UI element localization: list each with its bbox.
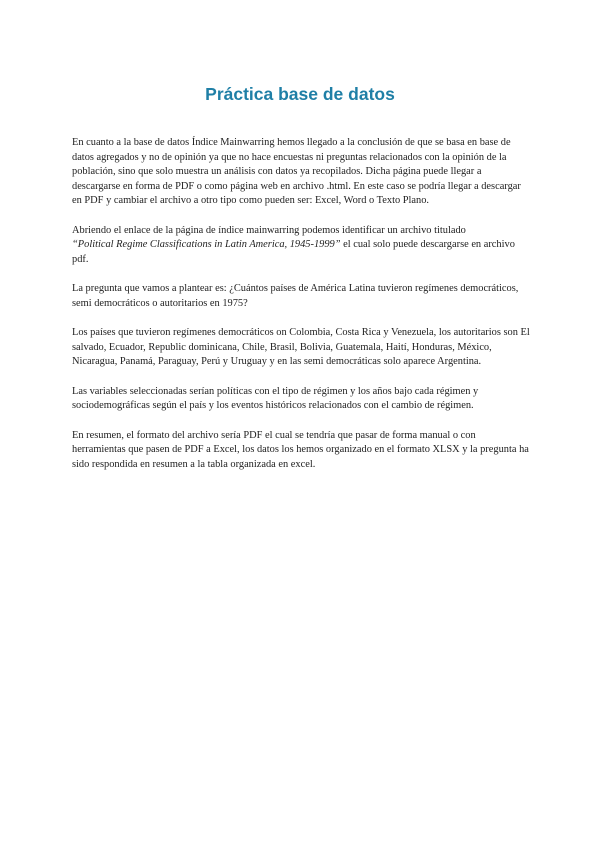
file-title-italic: “Political Regime Classifications in Latin America, 1945-1999” <box>72 239 341 250</box>
paragraph-selected-variables: Las variables seleccionadas serían políticas con el tipo de régimen y los años bajo cada régimen y sociodemográficas según el país y los eventos históricos relacionados con el cambio de régimen. <box>72 385 479 411</box>
paragraph-database-conclusion: En cuanto a la base de datos Índice Mainwarring hemos llegado a la conclusión de que se basa en base de datos agregados y no de opinión ya que no hace encuestas ni preguntas relacionados con la opinión de la población, sino que solo muestra un análisis con datos ya recopilados. Dicha página puede llegar a descargarse en forma de PDF o como página web en archivo .html. En este caso se podría llegar a descargar en PDF y cambiar el archivo a otro tipo como pueden ser: Excel, Word o Texto Plano. <box>72 137 521 206</box>
paragraph-summary: En resumen, el formato del archivo sería PDF el cual se tendría que pasar de forma manual o con herramientas que pasen de PDF a Excel, los datos los hemos organizado en el formato XLSX y la pregunta ha sido respondida en resumen a la tabla organizada en excel. <box>72 429 529 470</box>
paragraph-research-question: La pregunta que vamos a plantear es: ¿Cuántos países de América Latina tuvieron regímenes democráticos, semi democráticos o autoritarios en 1975? <box>72 283 519 309</box>
paragraph-file-identification-text: Abriendo el enlace de la página de índice mainwarring podemos identificar un archivo titulado <box>72 224 466 236</box>
document-body <box>72 136 530 487</box>
paragraph-file-identification <box>72 224 530 268</box>
document-title: Práctica base de datos <box>205 84 395 104</box>
paragraph-regime-countries: Los países que tuvieron regímenes democráticos on Colombia, Costa Rica y Venezuela, los autoritarios son El salvado, Ecuador, Republic dominicana, Chile, Brasil, Bolivia, Guatemala, Haití, Honduras, México, Nicaragua, Panamá, Paraguay, Perú y Uruguay y en las semi democráticas solo aparece Argentina. <box>72 327 530 367</box>
paragraph-file-identification-tail: el cual solo puede descargarse en archivo pdf. <box>72 239 515 265</box>
